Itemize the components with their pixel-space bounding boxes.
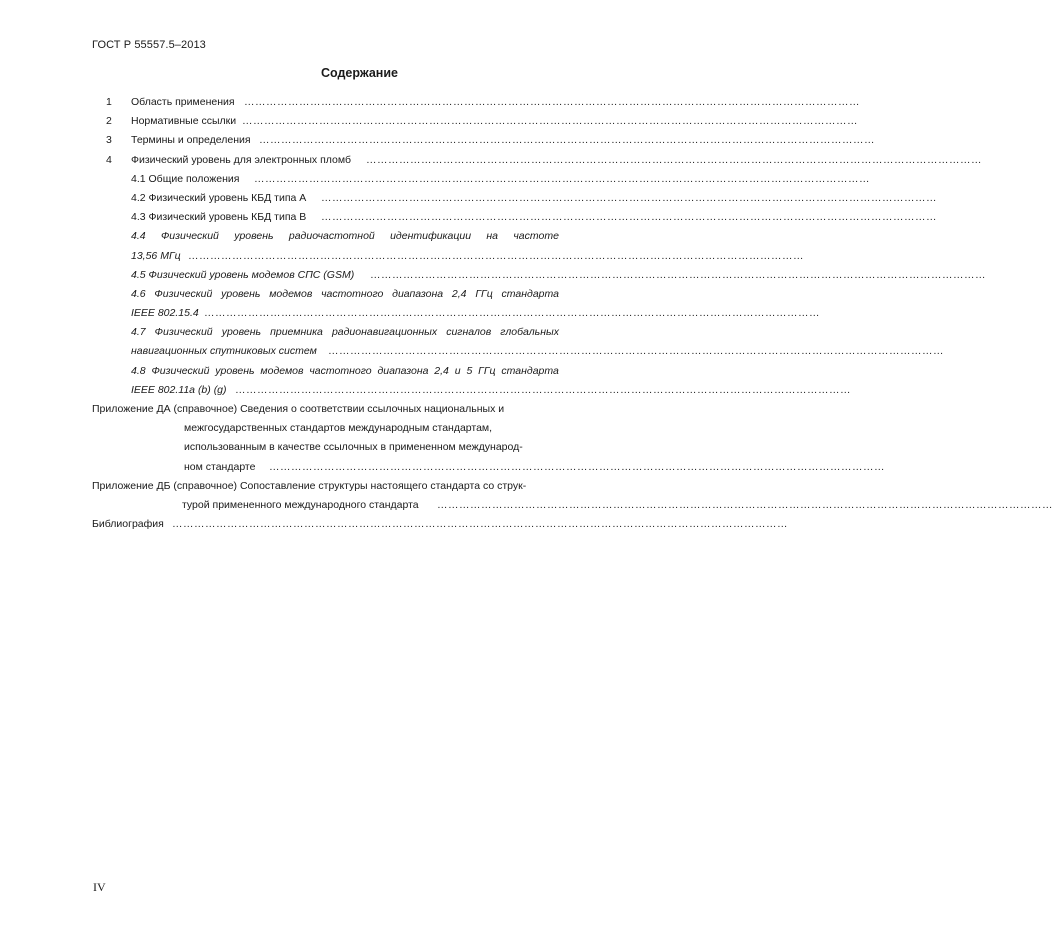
dot-leader: ……………………………………………………………………………………………………………………………………………………	[259, 134, 875, 147]
toc-entry-text: 4.1 Общие положения	[131, 172, 240, 185]
toc-entry-4-6-continuation[interactable]	[92, 304, 820, 323]
dot-leader: ……………………………………………………………………………………………………………………………………………………	[235, 383, 851, 396]
dot-leader: ……………………………………………………………………………………………………………………………………………………	[366, 153, 982, 166]
dot-leader: ……………………………………………………………………………………………………………………………………………………	[204, 307, 820, 320]
toc-entry-number: 4	[106, 153, 112, 166]
toc-entry-text: Библиография	[92, 518, 164, 531]
toc-entry-text: Приложение ДБ (справочное) Сопоставление структуры настоящего стандарта со струк-	[92, 479, 527, 492]
toc-entry-text: турой примененного международного стандарта	[182, 498, 419, 511]
dot-leader: ……………………………………………………………………………………………………………………………………………………	[269, 460, 885, 473]
toc-entry-3[interactable]	[92, 131, 875, 150]
dot-leader: ……………………………………………………………………………………………………………………………………………………	[188, 249, 804, 262]
toc-entry-text: Термины и определения	[131, 134, 251, 147]
toc-entry-4-3[interactable]	[92, 208, 937, 227]
page-number: IV	[93, 880, 106, 894]
dot-leader: ……………………………………………………………………………………………………………………………………………………	[254, 172, 870, 185]
toc-entry-text: 4.3 Физический уровень КБД типа В	[131, 211, 307, 224]
toc-entry-text: 13,56 МГц	[131, 249, 181, 262]
toc-entry-text: навигационных спутниковых систем	[131, 345, 317, 358]
document-header: ГОСТ Р 55557.5–2013	[92, 39, 206, 51]
toc-entry-4-6[interactable]	[92, 285, 562, 304]
toc-entry-4-8[interactable]	[92, 362, 562, 381]
toc-entry-number: 2	[106, 115, 112, 128]
toc-entry-1[interactable]	[92, 93, 860, 112]
toc-entry-text: использованным в качестве ссылочных в примененном международ-	[184, 441, 523, 454]
toc-entry-4-5[interactable]	[92, 266, 986, 285]
table-of-contents	[92, 93, 1053, 534]
dot-leader: ……………………………………………………………………………………………………………………………………………………	[172, 518, 788, 531]
toc-title: Содержание	[320, 66, 398, 80]
toc-entry-text: IEEE 802.11a (b) (g)	[131, 383, 227, 396]
toc-entry-text: ном стандарте	[184, 460, 256, 473]
toc-appendix-db[interactable]	[92, 477, 562, 496]
toc-entry-text: Область применения	[131, 96, 235, 108]
toc-entry-text-justified: 4.7 Физический уровень приемника радионавигационных сигналов глобальных	[131, 326, 559, 339]
toc-entry-text: Приложение ДА (справочное) Сведения о соответствии ссылочных национальных и	[92, 403, 505, 415]
toc-appendix-da-line3[interactable]	[92, 438, 562, 457]
dot-leader: ……………………………………………………………………………………………………………………………………………………	[328, 345, 944, 358]
toc-entry-number: 1	[106, 96, 112, 108]
toc-entry-text: 4.2 Физический уровень КБД типа А	[131, 191, 307, 204]
toc-entry-text-justified: 4.6 Физический уровень модемов частотного диапазона 2,4 ГГц стандарта	[131, 287, 559, 300]
toc-bibliography[interactable]	[92, 515, 788, 534]
toc-entry-text-justified: 4.8 Физический уровень модемов частотного диапазона 2,4 и 5 ГГц стандарта	[131, 364, 559, 377]
toc-entry-text: 4.5 Физический уровень модемов СПС (GSM)	[131, 268, 355, 281]
toc-entry-text: IEEE 802.15.4	[131, 307, 199, 320]
dot-leader: ……………………………………………………………………………………………………………………………………………………	[321, 191, 937, 204]
dot-leader: ……………………………………………………………………………………………………………………………………………………	[437, 498, 1053, 511]
dot-leader: ……………………………………………………………………………………………………………………………………………………	[370, 268, 986, 281]
toc-entry-text-justified: 4.4 Физический уровень радиочастотной идентификации на частоте	[131, 230, 559, 243]
toc-entry-2[interactable]	[92, 112, 858, 131]
toc-entry-text: межгосударственных стандартов международным стандартам,	[184, 422, 493, 435]
toc-appendix-da[interactable]	[92, 400, 562, 419]
dot-leader: ……………………………………………………………………………………………………………………………………………………	[321, 211, 937, 224]
toc-entry-number: 3	[106, 134, 112, 147]
dot-leader: ……………………………………………………………………………………………………………………………………………………	[242, 115, 858, 128]
toc-entry-4-7-continuation[interactable]	[92, 342, 944, 361]
toc-appendix-da-line2[interactable]	[92, 419, 562, 438]
toc-appendix-da-line4[interactable]	[92, 458, 885, 477]
toc-entry-4-4-continuation[interactable]	[92, 247, 804, 266]
toc-entry-text: Физический уровень для электронных пломб	[131, 153, 351, 166]
toc-entry-4-1[interactable]	[92, 170, 870, 189]
toc-appendix-db-line2[interactable]	[92, 496, 1053, 515]
toc-entry-4-2[interactable]	[92, 189, 937, 208]
toc-entry-4-8-continuation[interactable]	[92, 381, 851, 400]
toc-entry-4[interactable]	[92, 151, 982, 170]
toc-entry-4-4[interactable]	[92, 227, 562, 246]
toc-entry-4-7[interactable]	[92, 323, 562, 342]
dot-leader: ……………………………………………………………………………………………………………………………………………………	[244, 96, 860, 108]
toc-entry-text: Нормативные ссылки	[131, 115, 237, 128]
